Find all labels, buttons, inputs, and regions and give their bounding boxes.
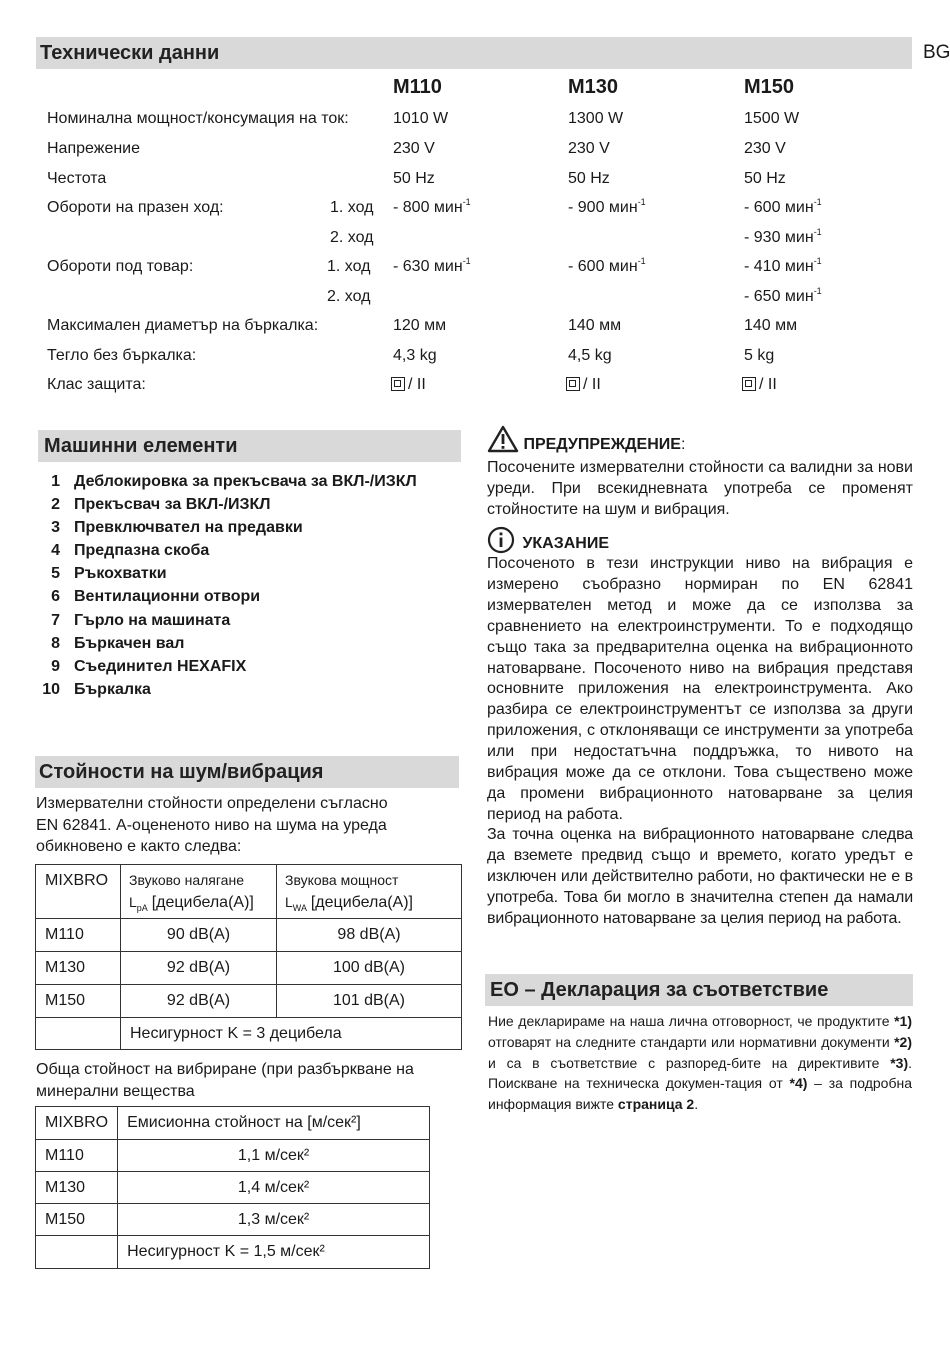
info-circle-icon [487, 526, 515, 554]
list-item: 4 Предпазна скоба [51, 542, 210, 560]
list-item: 9 Съединител HEXAFIX [51, 657, 247, 675]
vibration-table [35, 1106, 430, 1269]
note-text: Посоченото в тези инструкции ниво на вибрация е измерено съобразно нормиран по EN 62841 измервателен метод и може да се използва за сравнението на електроинструменти. То е подходящо също така за предварителна оценка на вибрационното натоварване. Посоченото ниво на вибрация представя основните приложения на електроинструмента. Ако разбира се електроинструментът се използва за други приложения, с отклоняващи се инструменти за употреба или при недостатъчна поддръжка, то нивото на вибрация може да се отклони. Това съществено може да промени вибрационното натоварване за целия период на работа. [487, 555, 913, 823]
model-m150-heading: M150 [744, 76, 795, 98]
tech-section-header [36, 37, 912, 69]
table-cell [36, 1236, 118, 1269]
table-cell [36, 1018, 121, 1050]
table-header-cell: MIXBRO [36, 865, 121, 919]
spec-label: Обороти на празен ход: [47, 199, 224, 216]
table-cell: M130 [36, 952, 121, 985]
table-header-cell: MIXBRO [36, 1107, 118, 1140]
protection-class-ii-icon [742, 377, 756, 391]
model-m110-heading: M110 [393, 76, 442, 98]
list-item: 1 Деблокировка за прекъсвача за ВКЛ-/ИЗКЛ [51, 473, 417, 490]
list-item: 7 Гърло на машината [51, 611, 231, 629]
spec-value: 1010 W [393, 110, 449, 127]
machine-title: Машинни елементи [44, 434, 238, 457]
table-cell: 101 dB(A) [277, 985, 462, 1018]
spec-value: - 650 мин$^{-1}$ [744, 286, 822, 305]
gear-label: 2. ход [330, 229, 374, 246]
spec-value: - 930 мин$^{-1}$ [744, 227, 822, 246]
table-row [36, 1172, 430, 1204]
note-heading: УКАЗАНИЕ [487, 526, 609, 554]
table-cell: M150 [36, 1204, 118, 1236]
model-m130-heading: M130 [568, 76, 619, 98]
spec-value: 230 V [393, 140, 435, 157]
spec-value: / II [391, 376, 426, 394]
table-footer-row [36, 1236, 430, 1269]
list-item: 2 Прекъсвач за ВКЛ-/ИЗКЛ [51, 496, 271, 514]
list-item: 5 Ръкохватки [51, 565, 167, 583]
table-cell: M130 [36, 1172, 118, 1204]
noise-intro: Измервателни стойности определени съгласно EN 62841. А-оцененото ниво на шума на уреда обикновено е както следва: [36, 795, 388, 855]
spec-label: Номинална мощност/консумация на ток: [47, 110, 349, 127]
noise-table [35, 864, 462, 1050]
spec-label: Напрежение [47, 140, 141, 157]
spec-value: - 900 мин$^{-1}$ [568, 197, 646, 216]
warning-text: Посочените измервателни стойности са валидни за нови уреди. При всекидневната употреба се променят стойностите на шум и вибрация. [487, 459, 913, 518]
spec-label: Тегло без бъркалка: [47, 347, 197, 364]
note-text-2: За точна оценка на вибрационното натоварване следва да вземете предвид също и времето, когато уредът е изключен или действително работи, но фактически не е в употреба. Това би могло в значителна степен да намали вибрационното натоварване за целия период на работа. [487, 826, 913, 927]
table-row [36, 1204, 430, 1236]
list-item: 8 Бъркачен вал [51, 634, 185, 652]
table-cell: 92 dB(A) [121, 952, 277, 985]
spec-value: - 600 мин$^{-1}$ [568, 256, 646, 275]
table-cell: 98 dB(A) [277, 919, 462, 952]
list-item: 3 Превключвател на предавки [51, 519, 303, 537]
table-row [36, 985, 462, 1018]
protection-class-ii-icon [566, 377, 580, 391]
table-cell: M110 [36, 919, 121, 952]
spec-value: - 600 мин$^{-1}$ [744, 197, 822, 216]
gear-label: 1. ход [330, 199, 374, 216]
spec-label: Обороти под товар: [47, 258, 194, 275]
table-cell: 92 dB(A) [121, 985, 277, 1018]
tech-title: Технически данни [40, 41, 220, 64]
machine-elements-list [38, 470, 417, 701]
spec-value: - 410 мин$^{-1}$ [744, 256, 822, 275]
table-row [36, 1140, 430, 1172]
spec-value: 140 мм [744, 317, 798, 334]
spec-value: 1300 W [568, 110, 624, 127]
table-cell: 1,1 м/сек² [118, 1140, 430, 1172]
eo-section-header [485, 974, 913, 1006]
spec-label: Максимален диаметър на бъркалка: [47, 317, 319, 334]
list-item: 6 Вентилационни отвори [51, 588, 261, 606]
spec-value: 140 мм [568, 317, 622, 334]
table-cell: 1,4 м/сек² [118, 1172, 430, 1204]
table-row [36, 952, 462, 985]
gear-label: 1. ход [327, 258, 371, 275]
eo-declaration-text: Ние декларираме на наша лична отговорност, че продуктите *1) отговарят на следните стандарти или нормативни документи *2) и са в съответствие с разпоред-бите на директивите *3). Поискване на техническа докумен-тация от *4) – за подробна информация вижте страница 2. [488, 1013, 912, 1113]
uncertainty-note: Несигурност K = 1,5 м/сек² [118, 1236, 430, 1269]
spec-label: Клас защита: [47, 376, 146, 393]
spec-value: / II [742, 376, 777, 394]
spec-value: - 630 мин$^{-1}$ [393, 256, 471, 275]
table-cell: 100 dB(A) [277, 952, 462, 985]
spec-value: / II [566, 376, 601, 394]
spec-value: 50 Hz [393, 170, 435, 187]
spec-value: 50 Hz [744, 170, 786, 187]
table-header-cell: Звуково налягане $L_{pA}$ [децибела(A)] [121, 865, 277, 919]
noise-section-header [35, 756, 459, 788]
spec-value: 4,5 kg [568, 347, 612, 364]
spec-label: Честота [47, 170, 107, 187]
table-header-row [36, 1107, 430, 1140]
spec-value: 120 мм [393, 317, 447, 334]
list-item: 10 Бъркалка [42, 680, 151, 698]
spec-value: 4,3 kg [393, 347, 437, 364]
uncertainty-note: Несигурност K = 3 децибела [121, 1018, 462, 1050]
table-cell: M110 [36, 1140, 118, 1172]
warning-triangle-icon [487, 425, 519, 453]
eo-title: ЕО – Декларация за съответствие [490, 978, 829, 1001]
noise-title: Стойности на шум/вибрация [39, 760, 324, 783]
protection-class-ii-icon [391, 377, 405, 391]
language-tag: BG [923, 42, 950, 63]
table-cell: 1,3 м/сек² [118, 1204, 430, 1236]
spec-value: 230 V [568, 140, 610, 157]
table-header-cell: Емисионна стойност на [м/сек²] [118, 1107, 430, 1140]
table-cell: M150 [36, 985, 121, 1018]
table-cell: 90 dB(A) [121, 919, 277, 952]
gear-label: 2. ход [327, 288, 371, 305]
table-row [36, 919, 462, 952]
machine-section-header [38, 430, 461, 462]
table-header-cell: Звукова мощност $L_{WA}$ [децибела(A)] [277, 865, 462, 919]
table-footer-row [36, 1018, 462, 1050]
spec-value: 50 Hz [568, 170, 610, 187]
spec-value: - 800 мин$^{-1}$ [393, 197, 471, 216]
vibration-intro: Обща стойност на вибриране (при разбъркване на минерални вещества [36, 1061, 414, 1100]
spec-value: 1500 W [744, 110, 800, 127]
warning-heading: ПРЕДУПРЕЖДЕНИЕ: [487, 425, 685, 454]
spec-value: 230 V [744, 140, 786, 157]
spec-value: 5 kg [744, 347, 775, 364]
table-header-row [36, 865, 462, 919]
